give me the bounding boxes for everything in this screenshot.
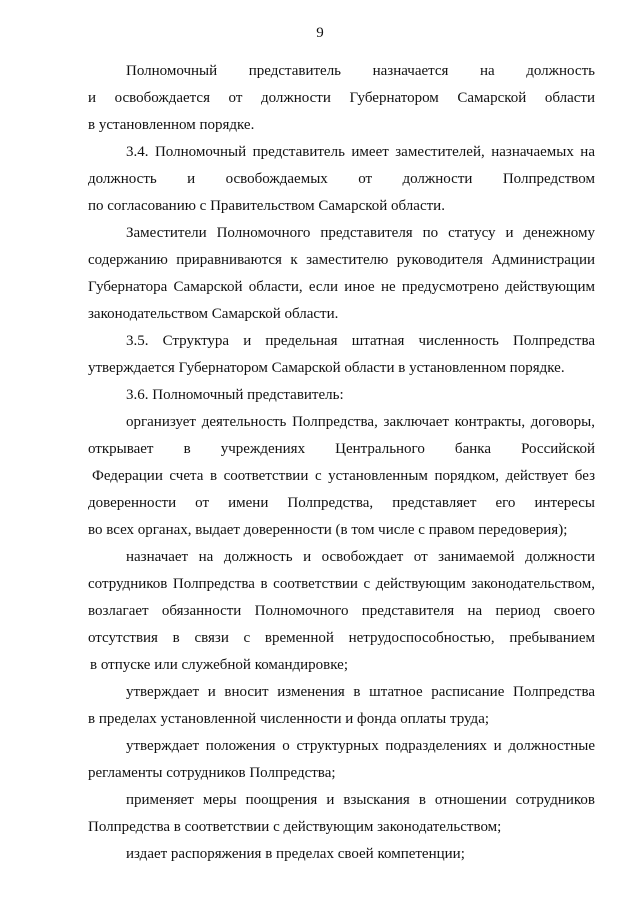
text-line: применяет меры поощрения и взыскания в отношении сотрудников (126, 792, 595, 808)
text-line: утверждает и вносит изменения в штатное расписание Полпредства (126, 684, 595, 700)
text-line: возлагает обязанности Полномочного представителя на период своего (88, 603, 595, 619)
text-line: Полпредства в соответствии с действующим законодательством; (88, 819, 502, 835)
text-line: в отпуске или служебной командировке; (90, 657, 348, 673)
text-line: по согласованию с Правительством Самарской области. (88, 198, 445, 214)
text-line: издает распоряжения в пределах своей компетенции; (126, 846, 465, 862)
text-line: организует деятельность Полпредства, заключает контракты, договоры, (126, 414, 595, 430)
text-line: доверенности от имени Полпредства, представляет его интересы (88, 495, 595, 511)
text-line: Заместители Полномочного представителя по статусу и денежному (126, 225, 595, 241)
text-line: Полномочный представитель назначается на должность (126, 63, 595, 79)
text-line: открывает в учреждениях Центрального банка Российской (88, 441, 595, 457)
text-line: во всех органах, выдает доверенности (в том числе с правом передоверия); (88, 522, 568, 538)
text-line: назначает на должность и освобождает от занимаемой должности (126, 549, 595, 565)
text-line: отсутствия в связи с временной нетрудоспособностью, пребыванием (88, 630, 595, 646)
page-number: 9 (316, 25, 324, 41)
text-line: в пределах установленной численности и фонда оплаты труда; (88, 711, 490, 727)
text-line: утверждается Губернатором Самарской области в установленном порядке. (88, 360, 565, 376)
text-line: Федерации счета в соответствии с установленным порядком, действует без (92, 468, 595, 484)
text-line: должность и освобождаемых от должности Полпредством (88, 171, 595, 187)
text-line: утверждает положения о структурных подразделениях и должностные (126, 738, 595, 754)
text-line: законодательством Самарской области. (88, 306, 339, 322)
text-line: в установленном порядке. (88, 117, 255, 133)
text-line: 3.4. Полномочный представитель имеет заместителей, назначаемых на (126, 144, 595, 160)
text-line: 3.5. Структура и предельная штатная численность Полпредства (126, 333, 595, 349)
text-line: регламенты сотрудников Полпредства; (88, 765, 336, 781)
text-line: содержанию приравниваются к заместителю руководителя Администрации (88, 252, 595, 268)
text-line: сотрудников Полпредства в соответствии с действующим законодательством, (88, 576, 595, 592)
text-line: Губернатора Самарской области, если иное не предусмотрено действующим (88, 279, 595, 295)
text-line: 3.6. Полномочный представитель: (126, 387, 344, 403)
text-line: и освобождается от должности Губернатором Самарской области (88, 90, 595, 106)
